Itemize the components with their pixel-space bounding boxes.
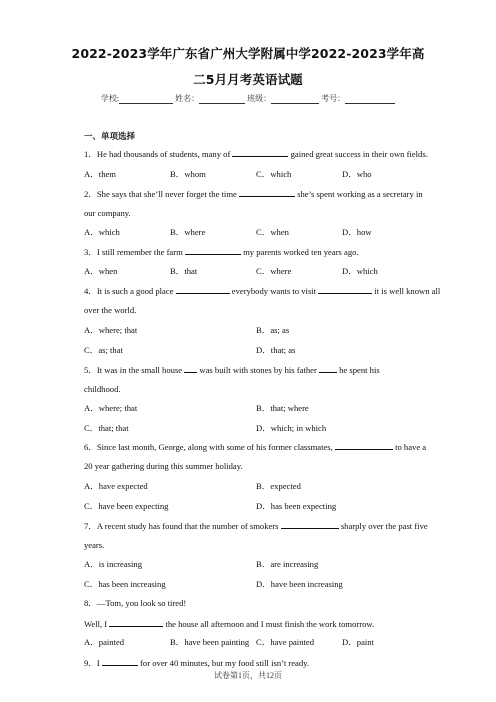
answer-option-d: D．has been expecting <box>256 501 337 511</box>
school-label: 学校: <box>100 94 120 103</box>
page-footer: 试卷第1页，共12页 <box>214 671 282 680</box>
answer-option-b: B．as; as <box>256 325 290 335</box>
question-text: 8．—Tom, you look so tired! <box>84 598 187 608</box>
answer-option-a: A．which <box>84 227 120 237</box>
answer-blank <box>185 246 241 255</box>
answer-blank <box>102 657 138 666</box>
answer-option-d: D．paint <box>342 637 374 647</box>
question-text: 3．I still remember the farm <box>84 247 185 257</box>
question-text-line <box>84 364 380 376</box>
question-text: for over 40 minutes, but my food still isn’t ready. <box>137 658 310 668</box>
question-text: 5．It was in the small house <box>84 365 185 375</box>
answer-option-a: A．have expected <box>84 481 148 491</box>
answer-option-c: C．as; that <box>84 345 123 355</box>
question-text: everybody wants to visit <box>229 286 319 296</box>
answer-option-d: D．which; in which <box>256 423 327 433</box>
question-text: 1．He had thousands of students, many of <box>84 149 233 159</box>
question-text: was built with stones by his father <box>197 365 319 375</box>
exam-number-blank <box>345 94 395 104</box>
answer-option-d: D．which <box>342 266 378 276</box>
question-text-line <box>84 657 309 669</box>
question-text-line <box>84 285 440 297</box>
question-text-line <box>84 188 423 200</box>
answer-option-d: D．have been increasing <box>256 579 343 589</box>
answer-option-a: A．painted <box>84 637 125 647</box>
question-text-line <box>84 540 104 551</box>
question-text-line <box>84 441 426 453</box>
question-text: sharply over the past five <box>338 521 428 531</box>
question-text-line <box>84 208 131 219</box>
answer-option-a: A．them <box>84 169 116 179</box>
section-heading: 一、单项选择 <box>84 132 136 142</box>
question-text: it is well known all <box>372 286 441 296</box>
question-text-line <box>84 520 428 532</box>
question-text: the house all afternoon and I must finish the work tomorrow. <box>163 619 375 629</box>
answer-blank <box>319 364 337 373</box>
answer-blank <box>281 520 339 529</box>
answer-blank <box>318 285 372 294</box>
question-text: 6．Since last month, George, along with some of his former classmates, <box>84 442 335 452</box>
answer-option-c: C．have been expecting <box>84 501 169 511</box>
question-text: gained great success in their own fields. <box>288 149 428 159</box>
answer-option-b: B．are increasing <box>256 559 319 569</box>
answer-option-b: B．that <box>170 266 198 276</box>
answer-option-b: B．expected <box>256 481 301 491</box>
exam-title-line2: 二5月月考英语试题 <box>193 72 303 87</box>
answer-option-c: C．that; that <box>84 423 129 433</box>
answer-option-a: A．where; that <box>84 403 138 413</box>
question-text: 20 year gathering during this summer holiday. <box>84 461 243 471</box>
answer-option-d: D．that; as <box>256 345 296 355</box>
answer-option-c: C．have painted <box>256 637 314 647</box>
question-text: our company. <box>84 208 131 218</box>
student-info-row <box>0 93 496 104</box>
answer-option-a: A．is increasing <box>84 559 142 569</box>
answer-option-b: B．that; where <box>256 403 309 413</box>
question-text: my parents worked ten years ago. <box>240 247 359 257</box>
question-text: 4．It is such a good place <box>84 286 176 296</box>
answer-option-b: B．have been painting <box>170 637 250 647</box>
answer-blank <box>176 285 230 294</box>
answer-option-c: C．has been increasing <box>84 579 166 589</box>
question-text: he spent his <box>336 365 380 375</box>
question-text: 9．I <box>84 658 102 668</box>
question-text-line <box>84 384 121 395</box>
answer-blank <box>335 441 393 450</box>
question-text: Well, I <box>84 619 110 629</box>
question-text-line <box>84 148 428 160</box>
question-text: 2．She says that she’ll never forget the time <box>84 189 239 199</box>
question-text: years. <box>84 540 105 550</box>
answer-blank <box>184 364 197 373</box>
question-text-line <box>84 305 136 316</box>
name-label: 姓名： <box>175 94 200 103</box>
answer-option-b: B．where <box>170 227 206 237</box>
answer-option-c: C．where <box>256 266 292 276</box>
answer-blank <box>232 148 288 157</box>
answer-option-a: A．where; that <box>84 325 138 335</box>
answer-option-d: D．how <box>342 227 372 237</box>
question-text: childhood. <box>84 384 121 394</box>
answer-blank <box>239 188 295 197</box>
answer-option-a: A．when <box>84 266 118 276</box>
question-text: 7．A recent study has found that the number of smokers <box>84 521 281 531</box>
question-text: she’s spent working as a secretary in <box>294 189 423 199</box>
question-text: over the world. <box>84 305 137 315</box>
exam-title-line1: 2022-2023学年广东省广州大学附属中学2022-2023学年高 <box>71 46 425 61</box>
question-text-line <box>84 598 186 609</box>
question-text-line <box>84 461 243 472</box>
question-text-line <box>84 618 374 630</box>
answer-blank <box>109 618 163 627</box>
answer-option-b: B．whom <box>170 169 206 179</box>
question-text: to have a <box>392 442 427 452</box>
class-blank <box>271 94 319 104</box>
name-blank <box>199 94 245 104</box>
school-blank <box>119 94 173 104</box>
answer-option-c: C．which <box>256 169 292 179</box>
question-text-line <box>84 246 359 258</box>
answer-option-d: D．who <box>342 169 372 179</box>
answer-option-c: C．when <box>256 227 289 237</box>
exam-number-label: 考号： <box>321 94 346 103</box>
class-label: 班级： <box>247 94 272 103</box>
